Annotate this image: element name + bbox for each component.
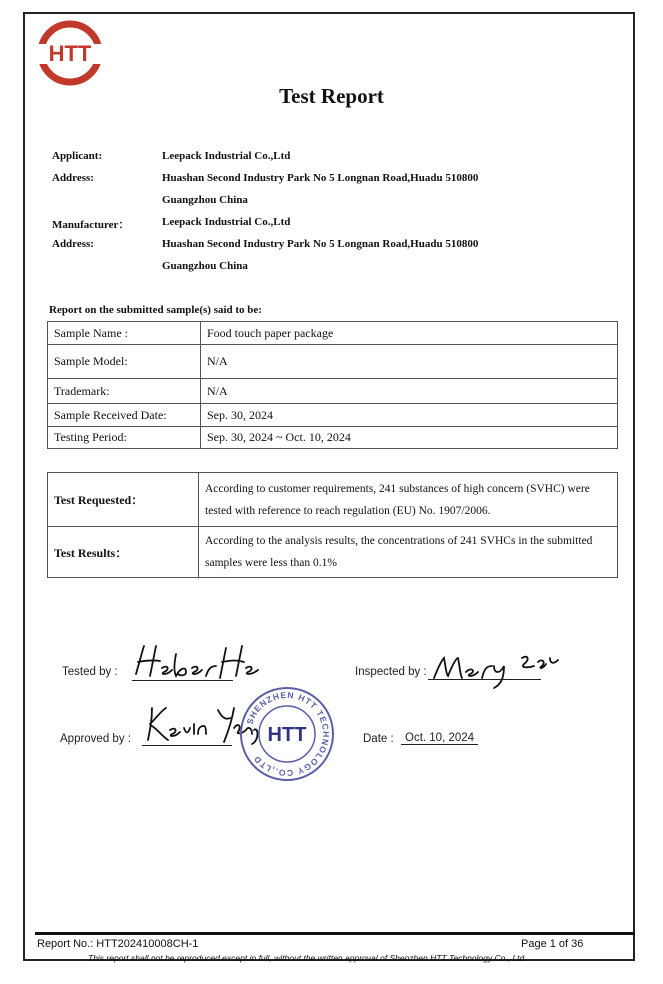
trademark-label: Trademark: — [48, 379, 201, 404]
sample-model-label: Sample Model: — [48, 345, 201, 379]
report-number: Report No.: HTT202410008CH-1 — [37, 938, 199, 950]
sample-table — [47, 321, 618, 449]
address-label: Address: — [52, 172, 94, 184]
inspected-by-label: Inspected by : — [355, 666, 427, 678]
test-requested-value: According to customer requirements, 241 substances of high concern (SVHC) were tested with reference to reach regulation (EU) No. 1907/2006. — [199, 473, 618, 527]
table-row — [48, 473, 618, 527]
table-row — [48, 527, 618, 578]
table-row — [48, 379, 618, 404]
inspected-signature-line — [428, 679, 541, 680]
manufacturer-label: Manufacturer： — [52, 219, 130, 231]
table-row — [48, 404, 618, 427]
manufacturer-address-label: Address: — [52, 238, 94, 250]
testing-period-value: Sep. 30, 2024 ~ Oct. 10, 2024 — [201, 427, 618, 449]
footer-disclaimer: This report shall not be reproduced except in full, without the written approval of Shenzhen HTT Technology Co., Ltd. — [88, 953, 527, 963]
tested-signature-line — [132, 680, 233, 681]
page-title: Test Report — [279, 84, 384, 108]
footer-rule — [35, 932, 635, 935]
test-requested-label: Test Requested： — [48, 473, 199, 527]
testing-period-label: Testing Period: — [48, 427, 201, 449]
test-results-value: According to the analysis results, the concentrations of 241 SVHCs in the submitted samples were less than 0.1% — [199, 527, 618, 578]
page-number: Page 1 of 36 — [521, 938, 584, 950]
htt-logo — [35, 18, 105, 88]
table-row — [48, 427, 618, 449]
manufacturer-address-line1: Huashan Second Industry Park No 5 Longnan Road,Huadu 510800 — [162, 238, 479, 250]
company-seal — [238, 685, 336, 783]
table-row — [48, 345, 618, 379]
manufacturer-address-line2: Guangzhou China — [162, 260, 248, 272]
applicant-value: Leepack Industrial Co.,Ltd — [162, 150, 291, 162]
address-line1: Huashan Second Industry Park No 5 Longnan Road,Huadu 510800 — [162, 172, 479, 184]
applicant-label: Applicant: — [52, 150, 103, 162]
approved-by-label: Approved by : — [60, 733, 131, 745]
table-row — [48, 322, 618, 345]
address-line2: Guangzhou China — [162, 194, 248, 206]
report-date: Oct. 10, 2024 — [401, 732, 478, 745]
test-table — [47, 472, 618, 578]
received-date-value: Sep. 30, 2024 — [201, 404, 618, 427]
received-date-label: Sample Received Date: — [48, 404, 201, 427]
sample-model-value: N/A — [201, 345, 618, 379]
sample-name-label: Sample Name : — [48, 322, 201, 345]
sample-section-heading: Report on the submitted sample(s) said to be: — [49, 304, 262, 316]
sample-name-value: Food touch paper package — [201, 322, 618, 345]
svg-text:SHENZHEN HTT TECHNOLOGY CO.,LT: SHENZHEN HTT TECHNOLOGY CO.,LTD — [244, 689, 332, 779]
date-label: Date : — [363, 733, 394, 745]
tested-signature — [130, 640, 270, 682]
svg-text:HTT: HTT — [267, 724, 307, 746]
svg-text:HTT: HTT — [48, 41, 92, 66]
inspected-signature — [430, 644, 570, 690]
manufacturer-value: Leepack Industrial Co.,Ltd — [162, 216, 291, 228]
trademark-value: N/A — [201, 379, 618, 404]
tested-by-label: Tested by : — [62, 666, 118, 678]
approved-signature-line — [142, 745, 232, 746]
test-results-label: Test Results： — [48, 527, 199, 578]
